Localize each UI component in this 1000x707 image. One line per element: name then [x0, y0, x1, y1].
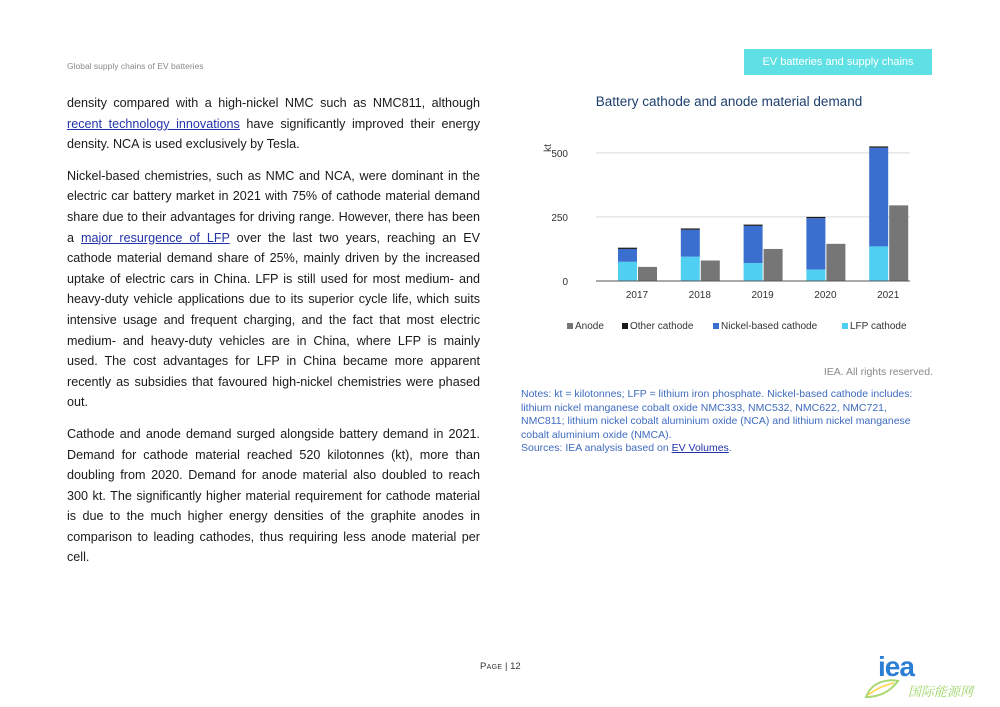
ev-volumes-link[interactable]: EV Volumes: [671, 442, 729, 454]
y-axis-label: kt: [543, 144, 554, 152]
y-tick-label: 250: [551, 212, 568, 224]
lfp-resurgence-link[interactable]: major resurgence of LFP: [80, 230, 230, 245]
p1-text-b: have significantly improved their energy density. NCA is used exclusively by Tesla.: [67, 116, 480, 152]
technology-innovations-link[interactable]: recent technology innovations: [67, 116, 240, 131]
page-num-value: 12: [510, 661, 521, 672]
iea-logo-text: iea: [878, 651, 914, 682]
bar-lfp-cathode: [744, 263, 763, 281]
bar-lfp-cathode: [869, 246, 888, 281]
bar-anode: [826, 244, 845, 281]
page-number: [480, 661, 521, 672]
legend-swatch-nickel-cathode: [713, 323, 719, 329]
x-tick-label: 2017: [625, 290, 649, 301]
x-tick-label: 2018: [688, 290, 711, 301]
bar-other-cathode: [744, 225, 763, 226]
p2-text-b: over the last two years, reaching an EV cathode material demand share of 25%, mainly driven by the increased uptake of electric cars in China. LFP is still used for most medium- and heavy-duty vehicle applications due to its superior cycle life, which suits intensive usage and frequent charging, and the fact that most electric medium- and heavy-duty vehicles are in China, where LFP is mainly used. The cost advantages for LFP in China became more apparent recently as subsidies that favoured high-nickel chemistries were phased out.: [67, 230, 480, 410]
sources-suffix: .: [728, 442, 732, 454]
chart-title: Battery cathode and anode material demand: [595, 94, 863, 109]
running-head: Global supply chains of EV batteries: [67, 61, 204, 71]
p2-text-a: Nickel-based chemistries, such as NMC and NCA, were dominant in the electric car battery market in 2021 with 75% of cathode material demand share due to their advantages for driving range. However, there has been a: [67, 168, 480, 245]
bar-nickel-based-cathode: [806, 218, 825, 269]
iea-logo: [858, 651, 998, 703]
x-tick-label: 2019: [751, 290, 774, 301]
bar-nickel-based-cathode: [744, 226, 763, 263]
leaf-icon: [862, 675, 902, 701]
legend-label-nickel-cathode: Nickel-based cathode: [721, 321, 818, 332]
legend-swatch-lfp-cathode: [842, 323, 848, 329]
bar-lfp-cathode: [806, 269, 825, 281]
bar-other-cathode: [806, 217, 825, 218]
material-demand-chart: [520, 118, 938, 348]
y-tick-label: 0: [562, 277, 568, 288]
chart-notes: [521, 388, 933, 456]
paragraph-2: [67, 166, 480, 413]
chart-legend: [567, 321, 907, 332]
bar-anode: [764, 249, 783, 281]
legend-label-anode: Anode: [575, 321, 604, 332]
body-text-column: [67, 93, 480, 579]
x-tick-label: 2021: [877, 290, 900, 301]
paragraph-1: [67, 93, 480, 155]
bar-anode: [889, 205, 908, 281]
section-tag: EV batteries and supply chains: [744, 49, 932, 75]
bar-other-cathode: [618, 248, 637, 249]
bar-other-cathode: [869, 146, 888, 147]
bar-nickel-based-cathode: [618, 249, 637, 262]
rights-notice: IEA. All rights reserved.: [823, 366, 933, 378]
x-tick-label: 2020: [814, 290, 837, 301]
bar-lfp-cathode: [681, 257, 700, 281]
bar-anode: [638, 267, 657, 281]
legend-label-lfp-cathode: LFP cathode: [850, 321, 907, 332]
bar-lfp-cathode: [618, 262, 637, 281]
paragraph-3: Cathode and anode demand surged alongside battery demand in 2021. Demand for cathode material reached 520 kilotonnes (kt), more than doubling from 2020. Demand for anode material also doubled to reach 300 kt. The significantly higher material requirement for cathode material is due to the much higher energy densities of the graphite anodes in comparison to leading cathodes, thus requiring less anode material per cell.: [67, 426, 480, 565]
bar-nickel-based-cathode: [681, 230, 700, 257]
bar-nickel-based-cathode: [869, 148, 888, 247]
y-tick-label: 500: [551, 148, 568, 160]
notes-text: Notes: kt = kilotonnes; LFP = lithium iron phosphate. Nickel-based cathode includes: lithium nickel manganese cobalt oxide NMC333, NMC532, NMC622, NMC721, NMC811; lithium nickel cobalt aluminium oxide (NCA) and lithium nickel manganese cobalt aluminium oxide (NMCA).: [521, 388, 913, 441]
legend-swatch-other-cathode: [622, 323, 628, 329]
bar-other-cathode: [681, 228, 700, 229]
sources-prefix: Sources: IEA analysis based on: [521, 442, 672, 454]
page-separator: |: [502, 661, 511, 672]
p1-text-a: density compared with a high-nickel NMC such as NMC811, although: [67, 96, 480, 110]
legend-swatch-anode: [567, 323, 573, 329]
bar-anode: [701, 260, 720, 281]
page-word: Page: [480, 661, 503, 672]
cn-energy-logo-text: 国际能源网: [908, 684, 974, 699]
legend-label-other-cathode: Other cathode: [630, 321, 694, 332]
